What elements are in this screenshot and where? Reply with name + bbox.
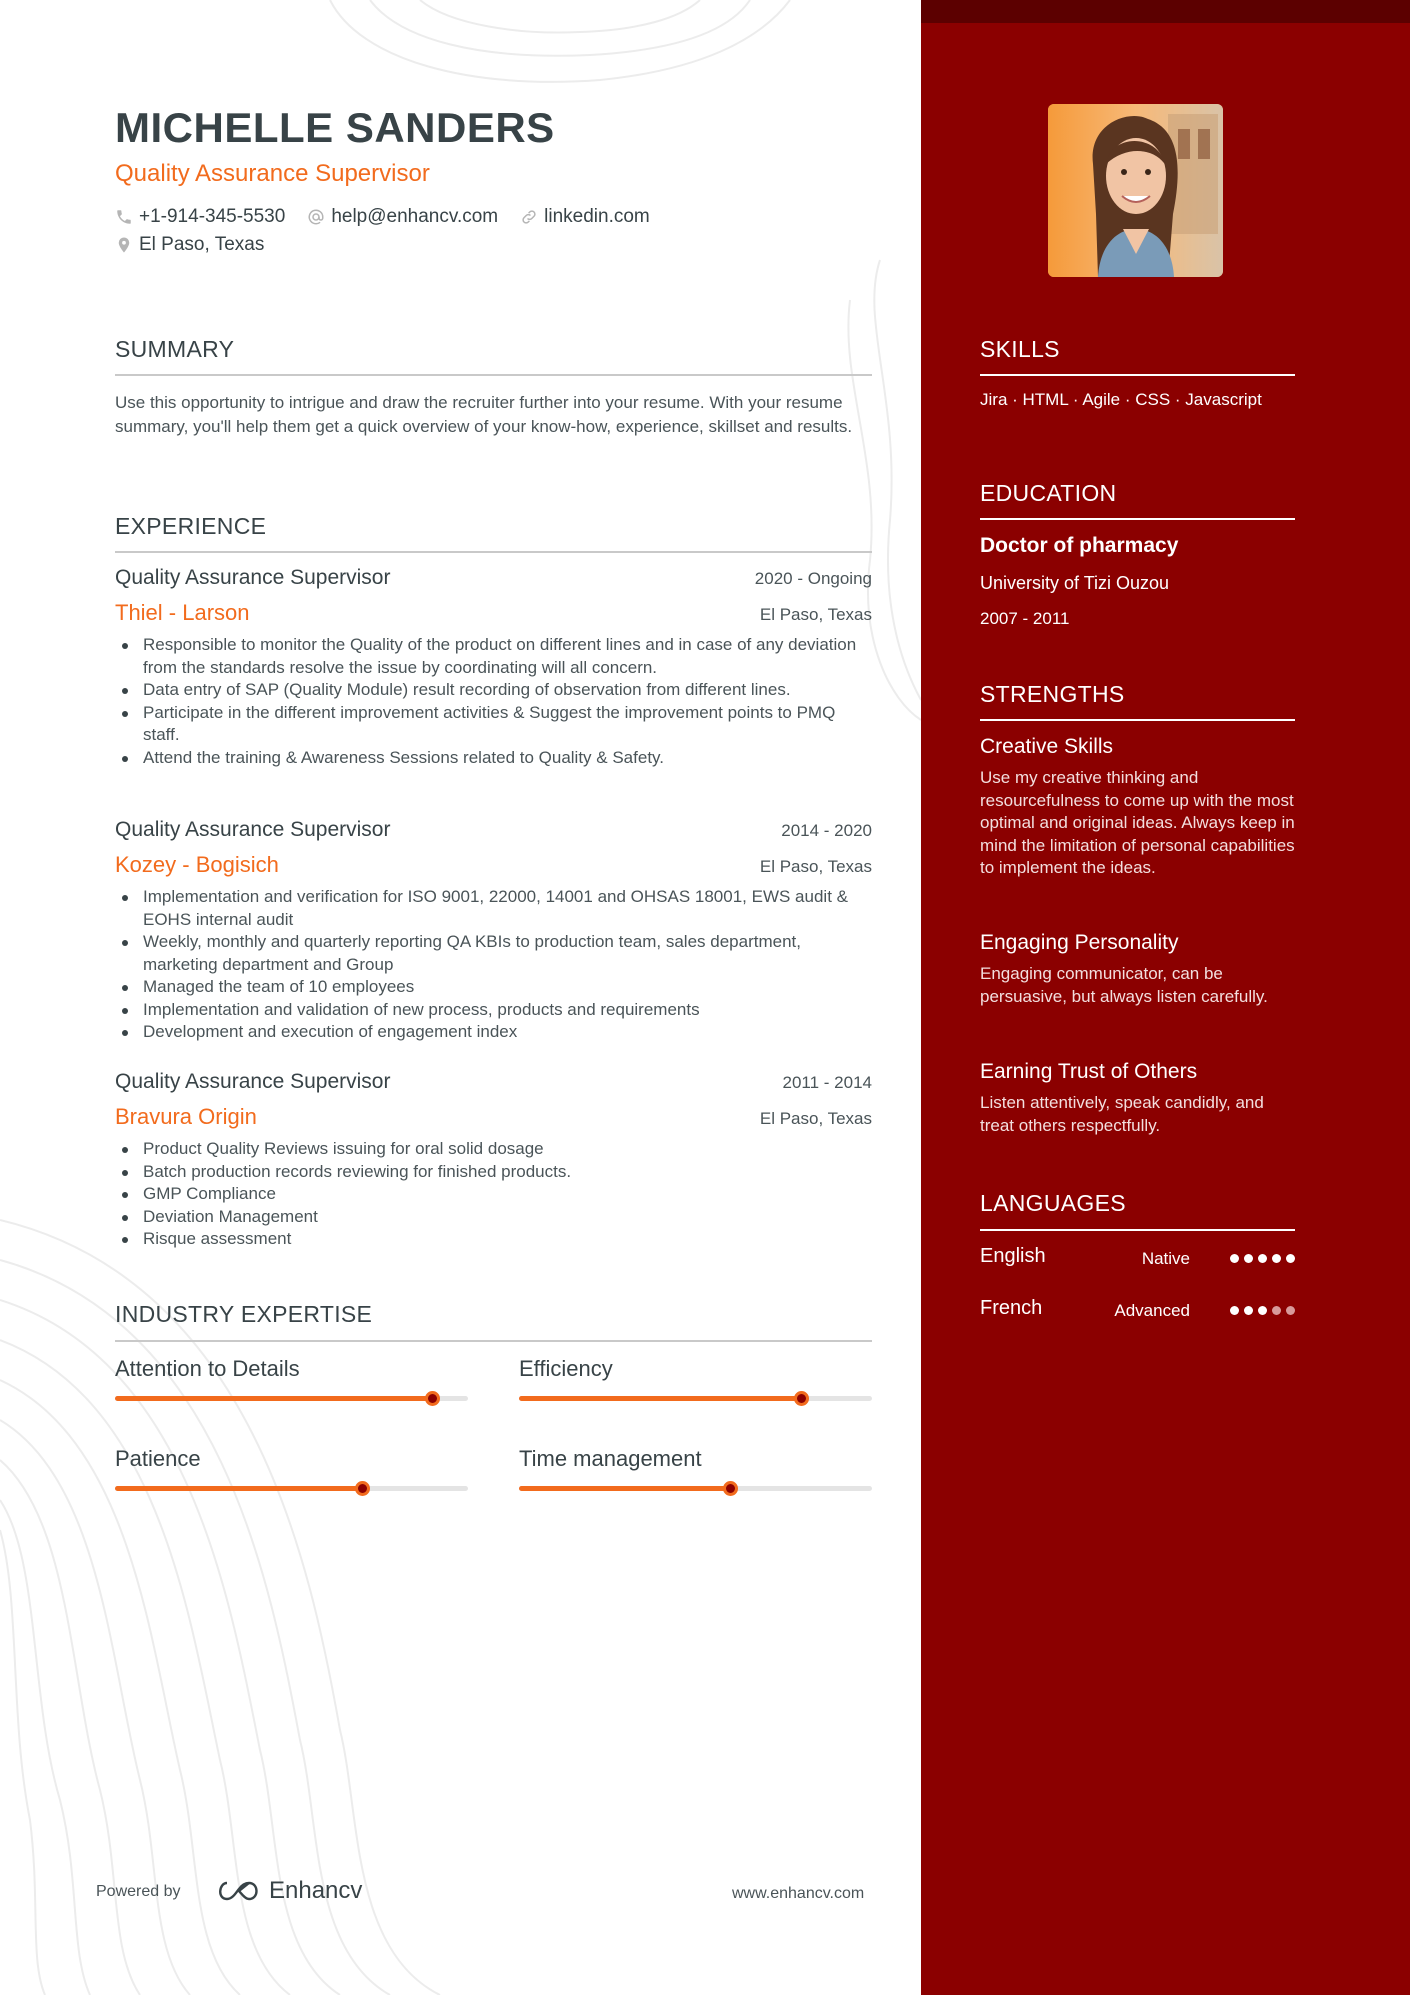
expertise-bar-fill <box>519 1396 801 1401</box>
experience-divider <box>115 551 872 553</box>
education-degree: Doctor of pharmacy <box>980 534 1179 557</box>
expertise-bar-knob <box>723 1481 738 1496</box>
education-dates: 2007 - 2011 <box>980 609 1070 628</box>
expertise-bar <box>519 1396 872 1401</box>
languages-heading: LANGUAGES <box>980 1190 1126 1216</box>
education-divider <box>980 518 1295 520</box>
expertise-bar <box>115 1396 468 1401</box>
summary-text: Use this opportunity to intrigue and draw the recruiter further into your resume. With your resume summary, you'll help them get a quick overview of your know-how, experience, skillset and results. <box>115 393 853 436</box>
proficiency-dot <box>1258 1254 1267 1263</box>
bullet-item: GMP Compliance <box>115 1183 872 1206</box>
expertise-item <box>519 1356 872 1401</box>
bullet-item: Development and execution of engagement index <box>115 1021 872 1044</box>
job-entry <box>115 566 872 769</box>
job-title: Quality Assurance Supervisor <box>115 566 391 589</box>
strength-title: Engaging Personality <box>980 931 1179 954</box>
proficiency-dot <box>1272 1254 1281 1263</box>
job-location: El Paso, Texas <box>759 857 872 876</box>
strengths-heading: STRENGTHS <box>980 681 1125 707</box>
education-school: University of Tizi Ouzou <box>980 573 1170 593</box>
strength-item <box>980 931 1295 1008</box>
job-location: El Paso, Texas <box>759 1109 872 1128</box>
profile-photo-image <box>1048 104 1223 277</box>
expertise-bar-fill <box>115 1396 433 1401</box>
job-dates: 2014 - 2020 <box>781 821 872 840</box>
job-company: Thiel - Larson <box>115 600 250 625</box>
proficiency-dot <box>1230 1306 1239 1315</box>
location-text: El Paso, Texas <box>139 234 265 255</box>
candidate-role: Quality Assurance Supervisor <box>115 160 430 187</box>
expertise-heading: INDUSTRY EXPERTISE <box>115 1301 373 1327</box>
languages-divider <box>980 1229 1295 1231</box>
job-title: Quality Assurance Supervisor <box>115 818 391 841</box>
expertise-label: Efficiency <box>519 1356 613 1381</box>
strength-title: Creative Skills <box>980 735 1114 758</box>
language-level: Native <box>1141 1249 1190 1268</box>
phone-text: +1-914-345-5530 <box>139 206 286 227</box>
expertise-bar-fill <box>115 1486 362 1491</box>
expertise-label: Attention to Details <box>115 1356 300 1381</box>
job-dates: 2020 - Ongoing <box>754 569 872 588</box>
language-name: English <box>980 1245 1046 1267</box>
expertise-item <box>115 1356 468 1401</box>
location-pin-icon <box>115 236 133 254</box>
expertise-item <box>115 1446 468 1491</box>
strengths-divider <box>980 719 1295 721</box>
sidebar <box>921 0 1410 1995</box>
job-entry <box>115 1070 872 1251</box>
strength-title: Earning Trust of Others <box>980 1060 1198 1083</box>
language-proficiency-dots <box>1230 1254 1295 1263</box>
enhancv-logo[interactable] <box>215 1877 362 1905</box>
skills-list: Jira · HTML · Agile · CSS · Javascript <box>980 390 1262 409</box>
summary-divider <box>115 374 872 376</box>
job-title: Quality Assurance Supervisor <box>115 1070 391 1093</box>
job-company: Kozey - Bogisich <box>115 852 279 877</box>
bullet-item: Participate in the different improvement activities & Suggest the improvement points to PMQ staff. <box>115 702 872 747</box>
enhancv-infinity-icon <box>215 1879 261 1903</box>
contact-location <box>115 234 264 256</box>
contact-phone[interactable] <box>115 206 285 228</box>
expertise-bar <box>519 1486 872 1491</box>
bullet-item: Data entry of SAP (Quality Module) result recording of observation from different lines. <box>115 679 872 702</box>
contact-row <box>115 206 650 228</box>
proficiency-dot <box>1230 1254 1239 1263</box>
job-location: El Paso, Texas <box>759 605 872 624</box>
strength-description: Use my creative thinking and resourcefulness to come up with the most optimal and original ideas. Always keep in mind the limitation of personal capabilities to implement the ideas. <box>980 768 1295 877</box>
at-icon <box>307 208 325 226</box>
bullet-item: Deviation Management <box>115 1206 872 1229</box>
bullet-item: Product Quality Reviews issuing for oral solid dosage <box>115 1138 872 1161</box>
job-dates: 2011 - 2014 <box>782 1073 872 1092</box>
phone-icon <box>115 208 133 226</box>
profile-photo <box>1048 104 1223 277</box>
powered-by-label: Powered by <box>96 1883 181 1900</box>
expertise-bar <box>115 1486 468 1491</box>
language-row <box>980 1245 1295 1275</box>
skills-heading: SKILLS <box>980 336 1060 362</box>
proficiency-dot <box>1286 1306 1295 1315</box>
expertise-bar-knob <box>355 1481 370 1496</box>
brand-name: Enhancv <box>269 1877 363 1904</box>
email-text: help@enhancv.com <box>331 206 499 227</box>
website-link[interactable]: www.enhancv.com <box>732 1885 865 1902</box>
education-heading: EDUCATION <box>980 480 1117 506</box>
proficiency-dot <box>1286 1254 1295 1263</box>
language-row <box>980 1297 1295 1327</box>
bullet-item: Implementation and validation of new process, products and requirements <box>115 999 872 1022</box>
proficiency-dot <box>1244 1254 1253 1263</box>
sidebar-top-bar <box>921 0 1410 23</box>
job-bullets <box>115 1138 872 1251</box>
candidate-name: MICHELLE SANDERS <box>115 104 555 151</box>
proficiency-dot <box>1244 1306 1253 1315</box>
language-name: French <box>980 1297 1043 1319</box>
expertise-bar-fill <box>519 1486 731 1491</box>
strength-item <box>980 1060 1295 1137</box>
link-icon <box>520 208 538 226</box>
bullet-item: Implementation and verification for ISO 9001, 22000, 14001 and OHSAS 18001, EWS audit & EOHS internal audit <box>115 886 872 931</box>
bullet-item: Batch production records reviewing for finished products. <box>115 1161 872 1184</box>
expertise-bar-knob <box>425 1391 440 1406</box>
expertise-divider <box>115 1340 872 1342</box>
job-bullets <box>115 886 872 1044</box>
job-bullets <box>115 634 872 769</box>
contact-linkedin[interactable] <box>520 206 650 228</box>
language-proficiency-dots <box>1230 1306 1295 1315</box>
bullet-item: Managed the team of 10 employees <box>115 976 872 999</box>
bullet-item: Risque assessment <box>115 1228 872 1251</box>
contact-email[interactable] <box>307 206 498 228</box>
expertise-bar-knob <box>794 1391 809 1406</box>
expertise-item <box>519 1446 872 1491</box>
expertise-label: Time management <box>519 1446 702 1471</box>
strength-description: Listen attentively, speak candidly, and treat others respectfully. <box>980 1093 1264 1135</box>
summary-heading: SUMMARY <box>115 336 235 362</box>
strength-description: Engaging communicator, can be persuasive, but always listen carefully. <box>980 964 1268 1006</box>
bullet-item: Responsible to monitor the Quality of the product on different lines and in case of any deviation from the standards resolve the issue by coordinating will all concern. <box>115 634 872 679</box>
job-company: Bravura Origin <box>115 1104 257 1129</box>
proficiency-dot <box>1258 1306 1267 1315</box>
strength-item <box>980 735 1295 880</box>
job-entry <box>115 818 872 1044</box>
experience-heading: EXPERIENCE <box>115 513 267 539</box>
language-level: Advanced <box>1114 1301 1190 1320</box>
proficiency-dot <box>1272 1306 1281 1315</box>
expertise-label: Patience <box>115 1446 201 1471</box>
bullet-item: Attend the training & Awareness Sessions related to Quality & Safety. <box>115 747 872 770</box>
bullet-item: Weekly, monthly and quarterly reporting QA KBIs to production team, sales department, marketing department and Group <box>115 931 872 976</box>
skills-divider <box>980 374 1295 376</box>
linkedin-text: linkedin.com <box>544 206 650 227</box>
